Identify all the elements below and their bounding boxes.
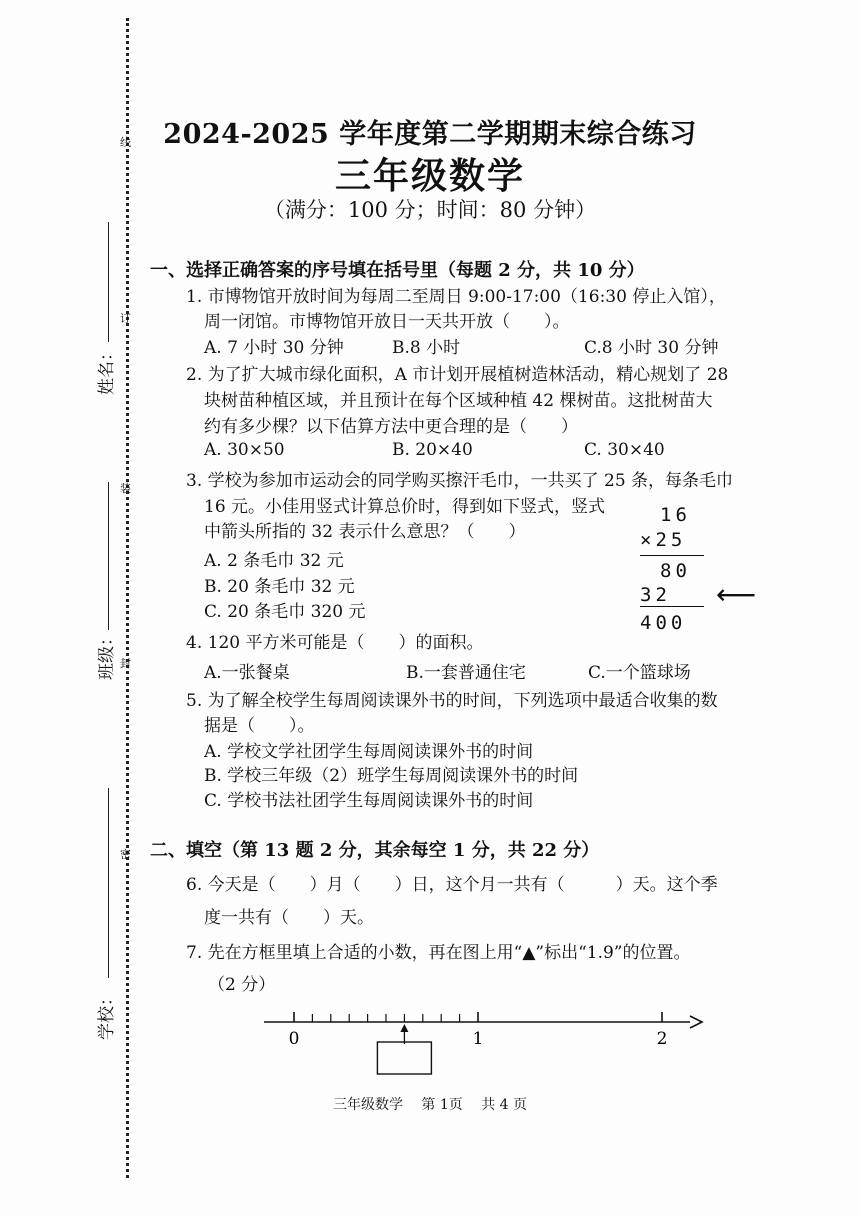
q6-line1: 6. 今天是（ ）月（ ）日，这个月一共有（ ）天。这个季 [186,875,718,895]
q1-option-b[interactable]: B.8 小时 [392,338,461,358]
vertical-partial-1: 80 [660,560,691,582]
q3-option-a[interactable]: A. 2 条毛巾 32 元 [204,551,344,571]
vertical-multiplicand: 16 [660,504,691,526]
vertical-rule-1 [640,555,704,556]
seal-char-feng: 封 [120,657,131,670]
q2-option-c[interactable]: C. 30×40 [584,440,665,460]
q5-option-a[interactable]: A. 学校文学社团学生每周阅读课外书的时间 [204,742,534,762]
name-label: 姓名： [97,344,117,395]
q2-line1: 2. 为了扩大城市绿化面积，A 市计划开展植树造林活动，精心规划了 28 [186,365,729,385]
q4-option-b[interactable]: B.一套普通住宅 [406,663,526,683]
seal-char-xian: 线 [120,136,131,149]
seal-char-ding: 订 [120,312,131,325]
subject-title: 三年级数学 [334,155,525,197]
number-line-arrow-icon [690,1016,702,1028]
q2-option-a[interactable]: A. 30×50 [204,440,285,460]
tick-label: 0 [288,1029,300,1049]
q1-line1: 1. 市博物馆开放时间为每周二至周日 9:00-17:00（16:30 停止入馆）， [186,287,726,307]
decimal-answer-box[interactable] [377,1042,431,1074]
section-2-heading: 二、填空（第 13 题 2 分，其余每空 1 分，共 22 分） [150,840,600,861]
q5-line1: 5. 为了解全校学生每周阅读课外书的时间，下列选项中最适合收集的数 [186,691,718,711]
q1-line2: 周一闭馆。市博物馆开放日一天共开放（ ）。 [204,312,570,332]
q5-option-c[interactable]: C. 学校书法社团学生每周阅读课外书的时间 [204,791,534,811]
section-1-heading: 一、选择正确答案的序号填在括号里（每题 2 分，共 10 分） [150,260,645,281]
vertical-partial-2: 32 [640,584,671,606]
school-fill-line[interactable] [108,788,109,978]
q1-option-a[interactable]: A. 7 小时 30 分钟 [204,338,344,358]
q3-option-b[interactable]: B. 20 条毛巾 32 元 [204,577,355,597]
q1-option-c[interactable]: C.8 小时 30 分钟 [584,338,719,358]
name-fill-line[interactable] [108,222,109,342]
q7-line2: （2 分） [208,975,276,995]
q2-option-b[interactable]: B. 20×40 [392,440,473,460]
q5-option-b[interactable]: B. 学校三年级（2）班学生每周阅读课外书的时间 [204,766,579,786]
number-line[interactable] [250,1004,710,1084]
school-label: 学校： [97,989,117,1040]
vertical-product: 400 [640,612,687,634]
page-footer: 三年级数学 第 1页 共 4 页 [332,1097,528,1113]
q2-line3: 约有多少棵？以下估算方法中更合理的是（ ） [204,417,578,437]
arrow-left-icon: ⟵ [716,578,757,611]
q4-line1: 4. 120 平方米可能是（ ）的面积。 [186,633,484,653]
class-label: 班级： [97,629,117,680]
q2-line2: 块树苗种植区域，并且预计在每个区域种植 42 棵树苗。这批树苗大 [204,391,713,411]
q5-line2: 据是（ ）。 [204,716,315,736]
q3-line1: 3. 学校为参加市运动会的同学购买擦汗毛巾，一共买了 25 条，每条毛巾 [186,471,734,491]
q4-option-c[interactable]: C.一个篮球场 [588,663,691,683]
pointer-arrowhead-icon [400,1024,408,1032]
class-fill-line[interactable] [108,482,109,630]
vertical-multiplier: ×25 [640,529,687,551]
tick-label: 1 [472,1029,484,1049]
q4-option-a[interactable]: A.一张餐桌 [204,663,290,683]
tick-label: 2 [656,1029,668,1049]
q3-option-c[interactable]: C. 20 条毛巾 320 元 [204,602,366,622]
seal-char-zhuang: 装 [120,482,131,495]
score-time-info: （满分：100 分；时间：80 分钟） [263,198,597,222]
q6-line2: 度一共有（ ）天。 [204,908,374,928]
seal-char-mi: 密 [120,848,131,861]
q3-line3: 中箭头所指的 32 表示什么意思？（ ） [204,522,526,542]
exam-title: 2024-2025 学年度第二学期期末综合练习 [163,119,697,150]
vertical-rule-2 [640,606,704,607]
q3-line2: 16 元。小佳用竖式计算总价时，得到如下竖式，竖式 [204,497,606,517]
q7-line1: 7. 先在方框里填上合适的小数，再在图上用“▲”标出“1.9”的位置。 [186,943,691,963]
